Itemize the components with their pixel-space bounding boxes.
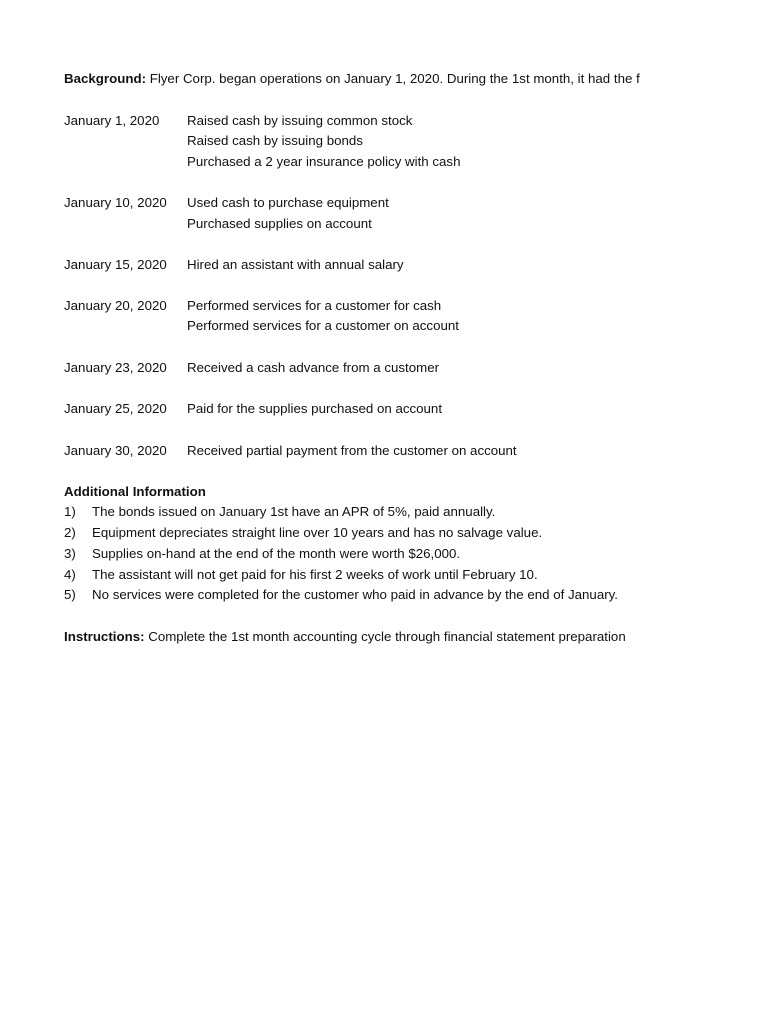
transaction-date: January 23, 2020 [64,360,167,375]
transaction-item: Paid for the supplies purchased on account [187,401,443,416]
list-item-number: 3) [64,546,76,561]
background-text: Flyer Corp. began operations on January 1, 2020. During the 1st month, it had the f [146,71,640,86]
transaction-item: Purchased supplies on account [187,216,372,231]
transaction-item: Used cash to purchase equipment [187,195,389,210]
list-item-number: 1) [64,504,76,519]
transaction-item: Received partial payment from the customer on account [187,443,517,458]
transaction-item: Performed services for a customer for cash [187,298,442,313]
background-label: Background: [64,71,147,86]
list-item-text: Supplies on-hand at the end of the month were worth $26,000. [92,546,461,561]
background-paragraph [64,69,664,89]
transaction-item: Received a cash advance from a customer [187,360,440,375]
instructions-label: Instructions: [64,629,145,644]
list-item-text: Equipment depreciates straight line over 10 years and has no salvage value. [92,525,543,540]
list-item-number: 2) [64,525,76,540]
transaction-date: January 1, 2020 [64,113,160,128]
list-item-number: 5) [64,587,76,602]
transaction-date: January 30, 2020 [64,443,167,458]
transaction-item: Raised cash by issuing bonds [187,133,363,148]
instructions-paragraph [64,627,626,647]
transaction-item: Performed services for a customer on account [187,318,459,333]
additional-info-heading: Additional Information [64,484,206,499]
list-item-text: The bonds issued on January 1st have an APR of 5%, paid annually. [92,504,496,519]
list-item-number: 4) [64,567,76,582]
transaction-item: Raised cash by issuing common stock [187,113,413,128]
list-item-text: No services were completed for the customer who paid in advance by the end of January. [92,587,618,602]
instructions-text: Complete the 1st month accounting cycle through financial statement preparation [144,629,626,644]
transaction-item: Purchased a 2 year insurance policy with cash [187,154,461,169]
transaction-date: January 20, 2020 [64,298,167,313]
transaction-date: January 25, 2020 [64,401,167,416]
transaction-item: Hired an assistant with annual salary [187,257,404,272]
list-item-text: The assistant will not get paid for his first 2 weeks of work until February 10. [92,567,538,582]
transaction-date: January 15, 2020 [64,257,167,272]
transaction-date: January 10, 2020 [64,195,167,210]
